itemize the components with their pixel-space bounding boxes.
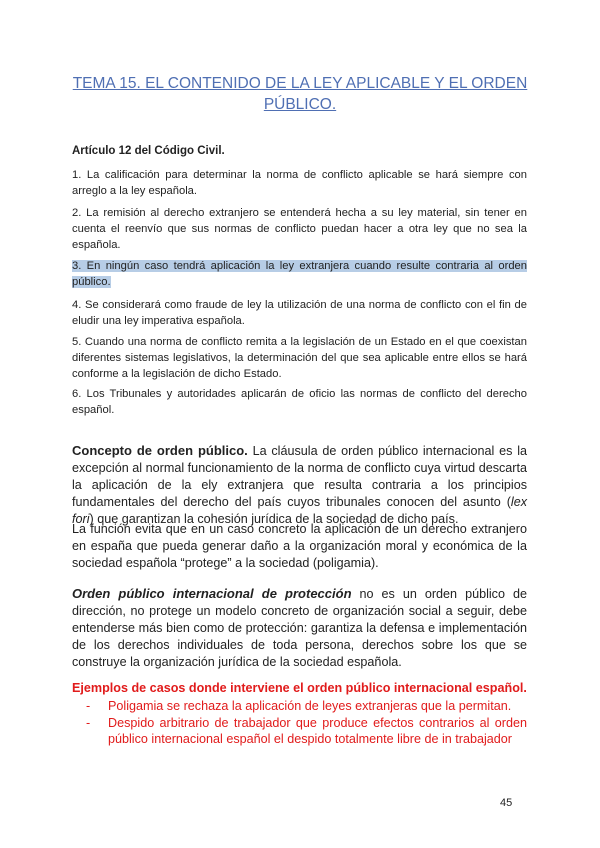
- concepto-text-a: La cláusula de orden público internacional es la excepción al normal funcionamiento de la norma de conflicto cuya virtud descarta la aplicación de la ely extranjera que resulta contraria a los principios fundamentales del derecho del país cuyos tribunales conocen del asunto (: [72, 444, 527, 509]
- concepto-paragraph: [72, 442, 527, 528]
- lex-fori-term: lex fori: [72, 495, 527, 526]
- list-item: [72, 715, 527, 748]
- article-paragraph-3: [72, 258, 527, 290]
- highlighted-text[interactable]: 3. En ningún caso tendrá aplicación la ley extranjera cuando resulte contraria al orden público.: [72, 260, 527, 288]
- list-item: [72, 698, 527, 715]
- article-paragraph-1: 1. La calificación para determinar la norma de conflicto aplicable se hará siempre con arreglo a la ley española.: [72, 169, 527, 197]
- list-item-text: Poligamia se rechaza la aplicación de leyes extranjeras que la permitan.: [108, 699, 512, 713]
- concepto-paragraph-2: La función evita que en un caso concreto la aplicación de un derecho extranjero en españa que pueda generar daño a la organización moral y económica de la sociedad española “protege” a la sociedad (poligamia).: [72, 522, 527, 570]
- ejemplos-heading: Ejemplos de casos donde interviene el orden público internacional español.: [72, 681, 527, 695]
- bullet-dash: -: [86, 715, 91, 730]
- article-heading: Artículo 12 del Código Civil.: [72, 145, 225, 157]
- page-title: TEMA 15. EL CONTENIDO DE LA LEY APLICABLE Y EL ORDEN PÚBLICO.: [72, 75, 528, 113]
- article-paragraph-2: 2. La remisión al derecho extranjero se entenderá hecha a su ley material, sin tener en cuenta el reenvío que sus normas de conflicto puedan hacer a otra ley que no sea la española.: [72, 207, 527, 251]
- page-number: 45: [500, 797, 513, 809]
- proteccion-paragraph: [72, 585, 527, 671]
- list-item-text: Despido arbitrario de trabajador que produce efectos contrarios al orden público internacional español el despido totalmente libre de in trabajador: [108, 715, 527, 746]
- article-paragraph-4: 4. Se considerará como fraude de ley la utilización de una norma de conflicto con el fin de eludir una ley imperativa española.: [72, 299, 527, 327]
- proteccion-heading: Orden público internacional de protección: [72, 586, 352, 601]
- concepto-text-b: ) que garantizan la cohesión jurídica de la sociedad de dicho país.: [89, 512, 459, 526]
- proteccion-text: no es un orden público de dirección, no protege un modelo concreto de organización social a seguir, debe entenderse más bien como de protección: garantiza la defensa e implementación de los derechos individuales de toda persona, derechos sobre los que se construye la organización jurídica de la sociedad española.: [72, 587, 527, 669]
- ejemplos-list: [72, 698, 527, 748]
- concepto-heading: Concepto de orden público.: [72, 443, 248, 458]
- article-paragraph-5: 5. Cuando una norma de conflicto remita a la legislación de un Estado en el que coexistan diferentes sistemas legislativos, la determinación del que sea aplicable entre ellos se hará conforme a la legislación de dicho Estado.: [72, 336, 527, 380]
- bullet-dash: -: [86, 699, 91, 713]
- article-paragraph-6: 6. Los Tribunales y autoridades aplicarán de oficio las normas de conflicto del derecho español.: [72, 388, 527, 416]
